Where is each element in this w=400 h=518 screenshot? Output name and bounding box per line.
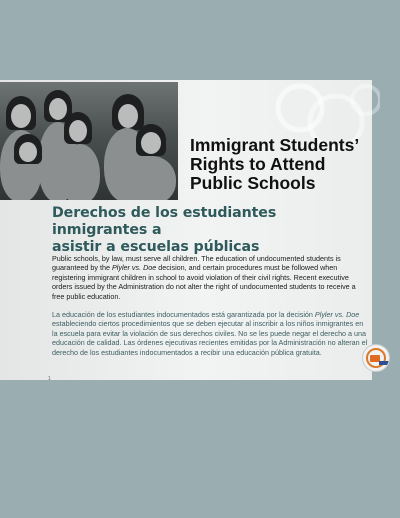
document-title: Immigrant Students’ Rights to Attend Public Schools xyxy=(190,135,360,193)
english-case-name: Plyler vs. Doe xyxy=(111,263,157,273)
english-paragraph-text-2: decision, and certain procedures must be followed when registering immigrant children in school to avoid violation of their civil rights. Recent executive orders issued by the Administration do not alter the right of undocumented students to receive a free public education. xyxy=(52,263,356,301)
spanish-paragraph-text-1: La educación de los estudiantes indocumentados está garantizada por la decisión xyxy=(52,310,315,319)
english-paragraph-text-1: Public schools, by law, must serve all children. The education of undocumented students is guaranteed by the xyxy=(52,254,341,273)
spanish-case-name: Plyler vs. Doe xyxy=(314,310,360,319)
organization-logo xyxy=(362,344,390,372)
spanish-paragraph xyxy=(52,310,370,357)
spanish-paragraph-text-2: estableciendo ciertos procedimientos que se deben ejecutar al inscribir a los niños inmigrantes en la escuela para evitar la violación de sus derechos civiles. No se les puede negar el derecho a una educación de calidad. Las órdenes ejecutivas recientes emitidas por la Administración no alteran el derecho de los estudiantes indocumentados a recibir una educación pública gratuita. xyxy=(52,319,368,357)
english-paragraph xyxy=(52,254,370,301)
document-subtitle: Derechos de los estudiantes inmigrantes a asistir a escuelas públicas xyxy=(52,205,277,255)
page-number: 1 xyxy=(48,376,51,382)
students-photo xyxy=(0,82,178,200)
